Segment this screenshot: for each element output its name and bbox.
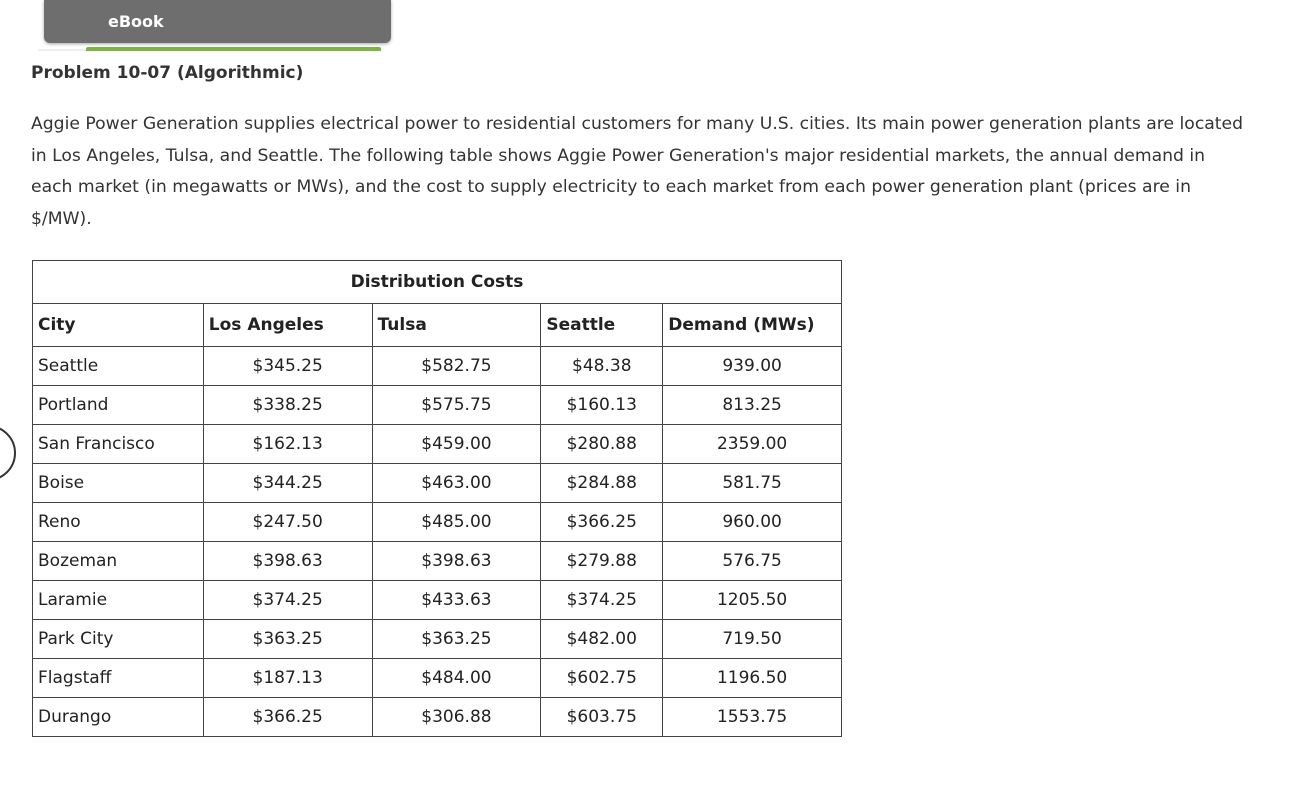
los-angeles-cost-cell: $344.25 xyxy=(203,464,372,503)
tulsa-cost-cell: $306.88 xyxy=(372,698,541,737)
city-cell: Bozeman xyxy=(33,542,204,581)
los-angeles-cost-cell: $162.13 xyxy=(203,425,372,464)
city-cell: San Francisco xyxy=(33,425,204,464)
los-angeles-cost-cell: $187.13 xyxy=(203,659,372,698)
tulsa-cost-cell: $459.00 xyxy=(372,425,541,464)
tulsa-cost-cell: $463.00 xyxy=(372,464,541,503)
city-cell: Durango xyxy=(33,698,204,737)
city-cell: Boise xyxy=(33,464,204,503)
table-row xyxy=(33,659,842,698)
table-row xyxy=(33,386,842,425)
table-row xyxy=(33,542,842,581)
los-angeles-cost-cell: $247.50 xyxy=(203,503,372,542)
los-angeles-cost-cell: $345.25 xyxy=(203,347,372,386)
distribution-costs-table xyxy=(32,260,842,737)
tulsa-cost-cell: $575.75 xyxy=(372,386,541,425)
table-row xyxy=(33,503,842,542)
demand-cell: 1196.50 xyxy=(663,659,842,698)
seattle-cost-cell: $366.25 xyxy=(541,503,663,542)
column-header-los-angeles: Los Angeles xyxy=(203,304,372,347)
table-title-row xyxy=(33,261,842,304)
city-cell: Portland xyxy=(33,386,204,425)
problem-description: Aggie Power Generation supplies electrical power to residential customers for many U.S. cities. Its main power generation plants are located in Los Angeles, Tulsa, and Seattle. The following table shows Aggie Power Generation's major residential markets, the annual demand in each market (in megawatts or MWs), and the cost to supply electricity to each market from each power generation plant (prices are in $/MW). xyxy=(31,114,1244,229)
tulsa-cost-cell: $433.63 xyxy=(372,581,541,620)
seattle-cost-cell: $602.75 xyxy=(541,659,663,698)
seattle-cost-cell: $280.88 xyxy=(541,425,663,464)
table-body xyxy=(33,347,842,737)
demand-cell: 960.00 xyxy=(663,503,842,542)
city-cell: Laramie xyxy=(33,581,204,620)
table-row xyxy=(33,698,842,737)
ebook-tab-accent-bar xyxy=(86,47,381,51)
seattle-cost-cell: $284.88 xyxy=(541,464,663,503)
column-header-city: City xyxy=(33,304,204,347)
seattle-cost-cell: $603.75 xyxy=(541,698,663,737)
los-angeles-cost-cell: $374.25 xyxy=(203,581,372,620)
tulsa-cost-cell: $398.63 xyxy=(372,542,541,581)
table-row xyxy=(33,347,842,386)
tulsa-cost-cell: $582.75 xyxy=(372,347,541,386)
column-header-demand: Demand (MWs) xyxy=(663,304,842,347)
city-cell: Flagstaff xyxy=(33,659,204,698)
table-row xyxy=(33,620,842,659)
city-cell: Reno xyxy=(33,503,204,542)
city-cell: Seattle xyxy=(33,347,204,386)
demand-cell: 1553.75 xyxy=(663,698,842,737)
table-row xyxy=(33,581,842,620)
table-row xyxy=(33,425,842,464)
los-angeles-cost-cell: $366.25 xyxy=(203,698,372,737)
demand-cell: 2359.00 xyxy=(663,425,842,464)
problem-title: Problem 10-07 (Algorithmic) xyxy=(31,63,304,83)
ebook-tab-shadow xyxy=(38,49,86,51)
table-row xyxy=(33,464,842,503)
los-angeles-cost-cell: $363.25 xyxy=(203,620,372,659)
tulsa-cost-cell: $485.00 xyxy=(372,503,541,542)
seattle-cost-cell: $279.88 xyxy=(541,542,663,581)
ebook-tab-button[interactable] xyxy=(44,0,391,43)
ebook-tab-label: eBook xyxy=(108,12,164,31)
seattle-cost-cell: $482.00 xyxy=(541,620,663,659)
demand-cell: 576.75 xyxy=(663,542,842,581)
seattle-cost-cell: $160.13 xyxy=(541,386,663,425)
seattle-cost-cell: $374.25 xyxy=(541,581,663,620)
table-title: Distribution Costs xyxy=(33,261,842,304)
circle-icon[interactable] xyxy=(0,425,16,481)
tulsa-cost-cell: $363.25 xyxy=(372,620,541,659)
demand-cell: 813.25 xyxy=(663,386,842,425)
los-angeles-cost-cell: $338.25 xyxy=(203,386,372,425)
column-header-seattle: Seattle xyxy=(541,304,663,347)
demand-cell: 939.00 xyxy=(663,347,842,386)
tulsa-cost-cell: $484.00 xyxy=(372,659,541,698)
table-header-row xyxy=(33,304,842,347)
column-header-tulsa: Tulsa xyxy=(372,304,541,347)
seattle-cost-cell: $48.38 xyxy=(541,347,663,386)
los-angeles-cost-cell: $398.63 xyxy=(203,542,372,581)
demand-cell: 581.75 xyxy=(663,464,842,503)
demand-cell: 719.50 xyxy=(663,620,842,659)
demand-cell: 1205.50 xyxy=(663,581,842,620)
city-cell: Park City xyxy=(33,620,204,659)
